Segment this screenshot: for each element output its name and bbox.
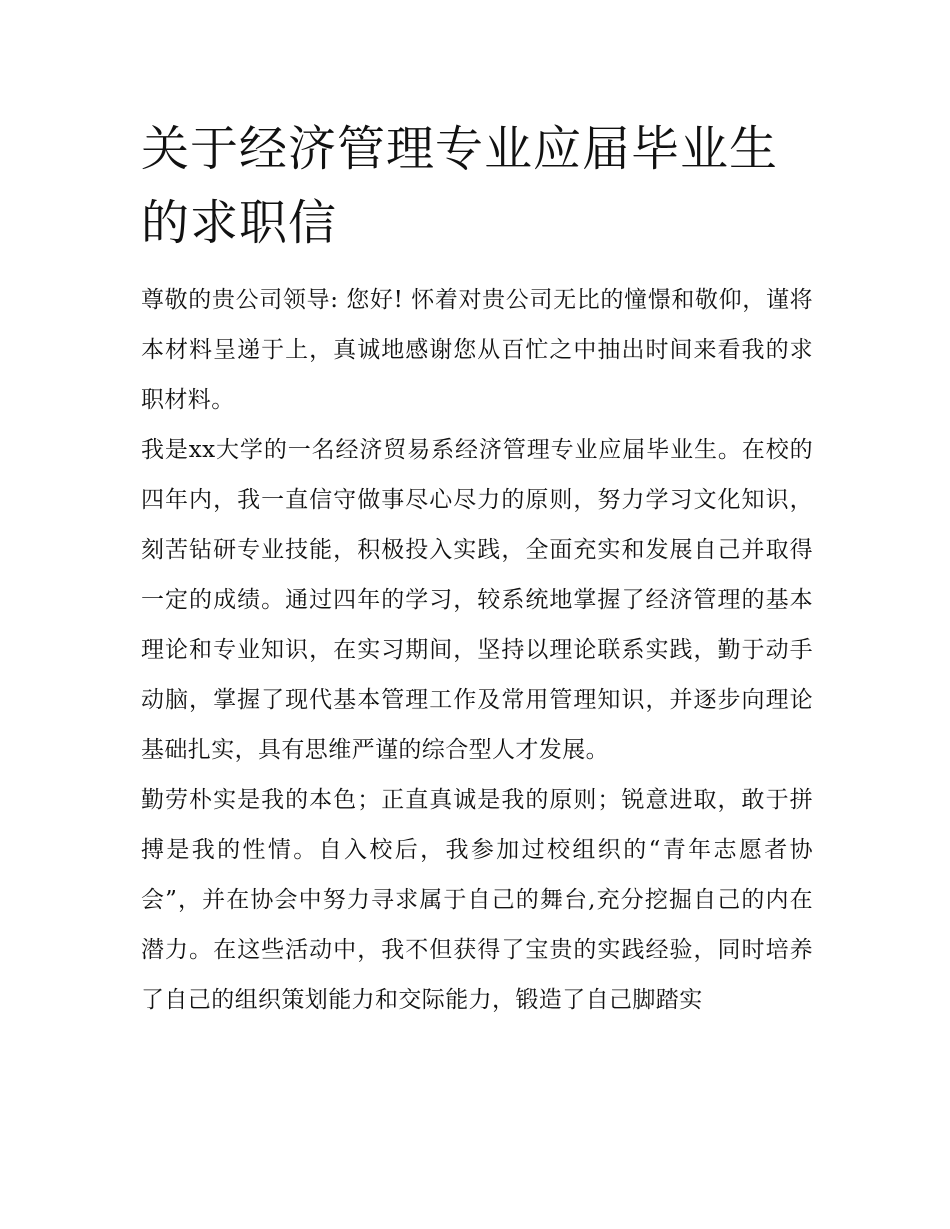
document-title: 关于经济管理专业应届毕业生的求职信 — [141, 121, 779, 251]
paragraph-education: 我是xx大学的一名经济贸易系经济管理专业应届毕业生。在校的四年内，我一直信守做事尽心尽力的原则，努力学习文化知识，刻苦钻研专业技能，积极投入实践，全面充实和发展自己并取得一定的成绩。通过四年的学习，较系统地掌握了经济管理的基本理论和专业知识，在实习期间，坚持以理论联系实践，勤于动手动脑，掌握了现代基本管理工作及常用管理知识，并逐步向理论基础扎实，具有思维严谨的综合型人才发展。 — [141, 437, 813, 763]
paragraph-greeting: 尊敬的贵公司领导: 您好! 怀着对贵公司无比的憧憬和敬仰，谨将本材料呈递于上，真诚地感谢您从百忙之中抽出时间来看我的求职材料。 — [141, 287, 813, 413]
document-body — [141, 112, 813, 1025]
paragraph-character: 勤劳朴实是我的本色；正直真诚是我的原则；锐意进取，敢于拼搏是我的性情。自入校后，我参加过校组织的“青年志愿者协会”，并在协会中努力寻求属于自己的舞台,充分挖掘自己的内在潜力。在这些活动中，我不但获得了宝贵的实践经验，同时培养了自己的组织策划能力和交际能力，锻造了自己脚踏实 — [141, 787, 813, 1013]
